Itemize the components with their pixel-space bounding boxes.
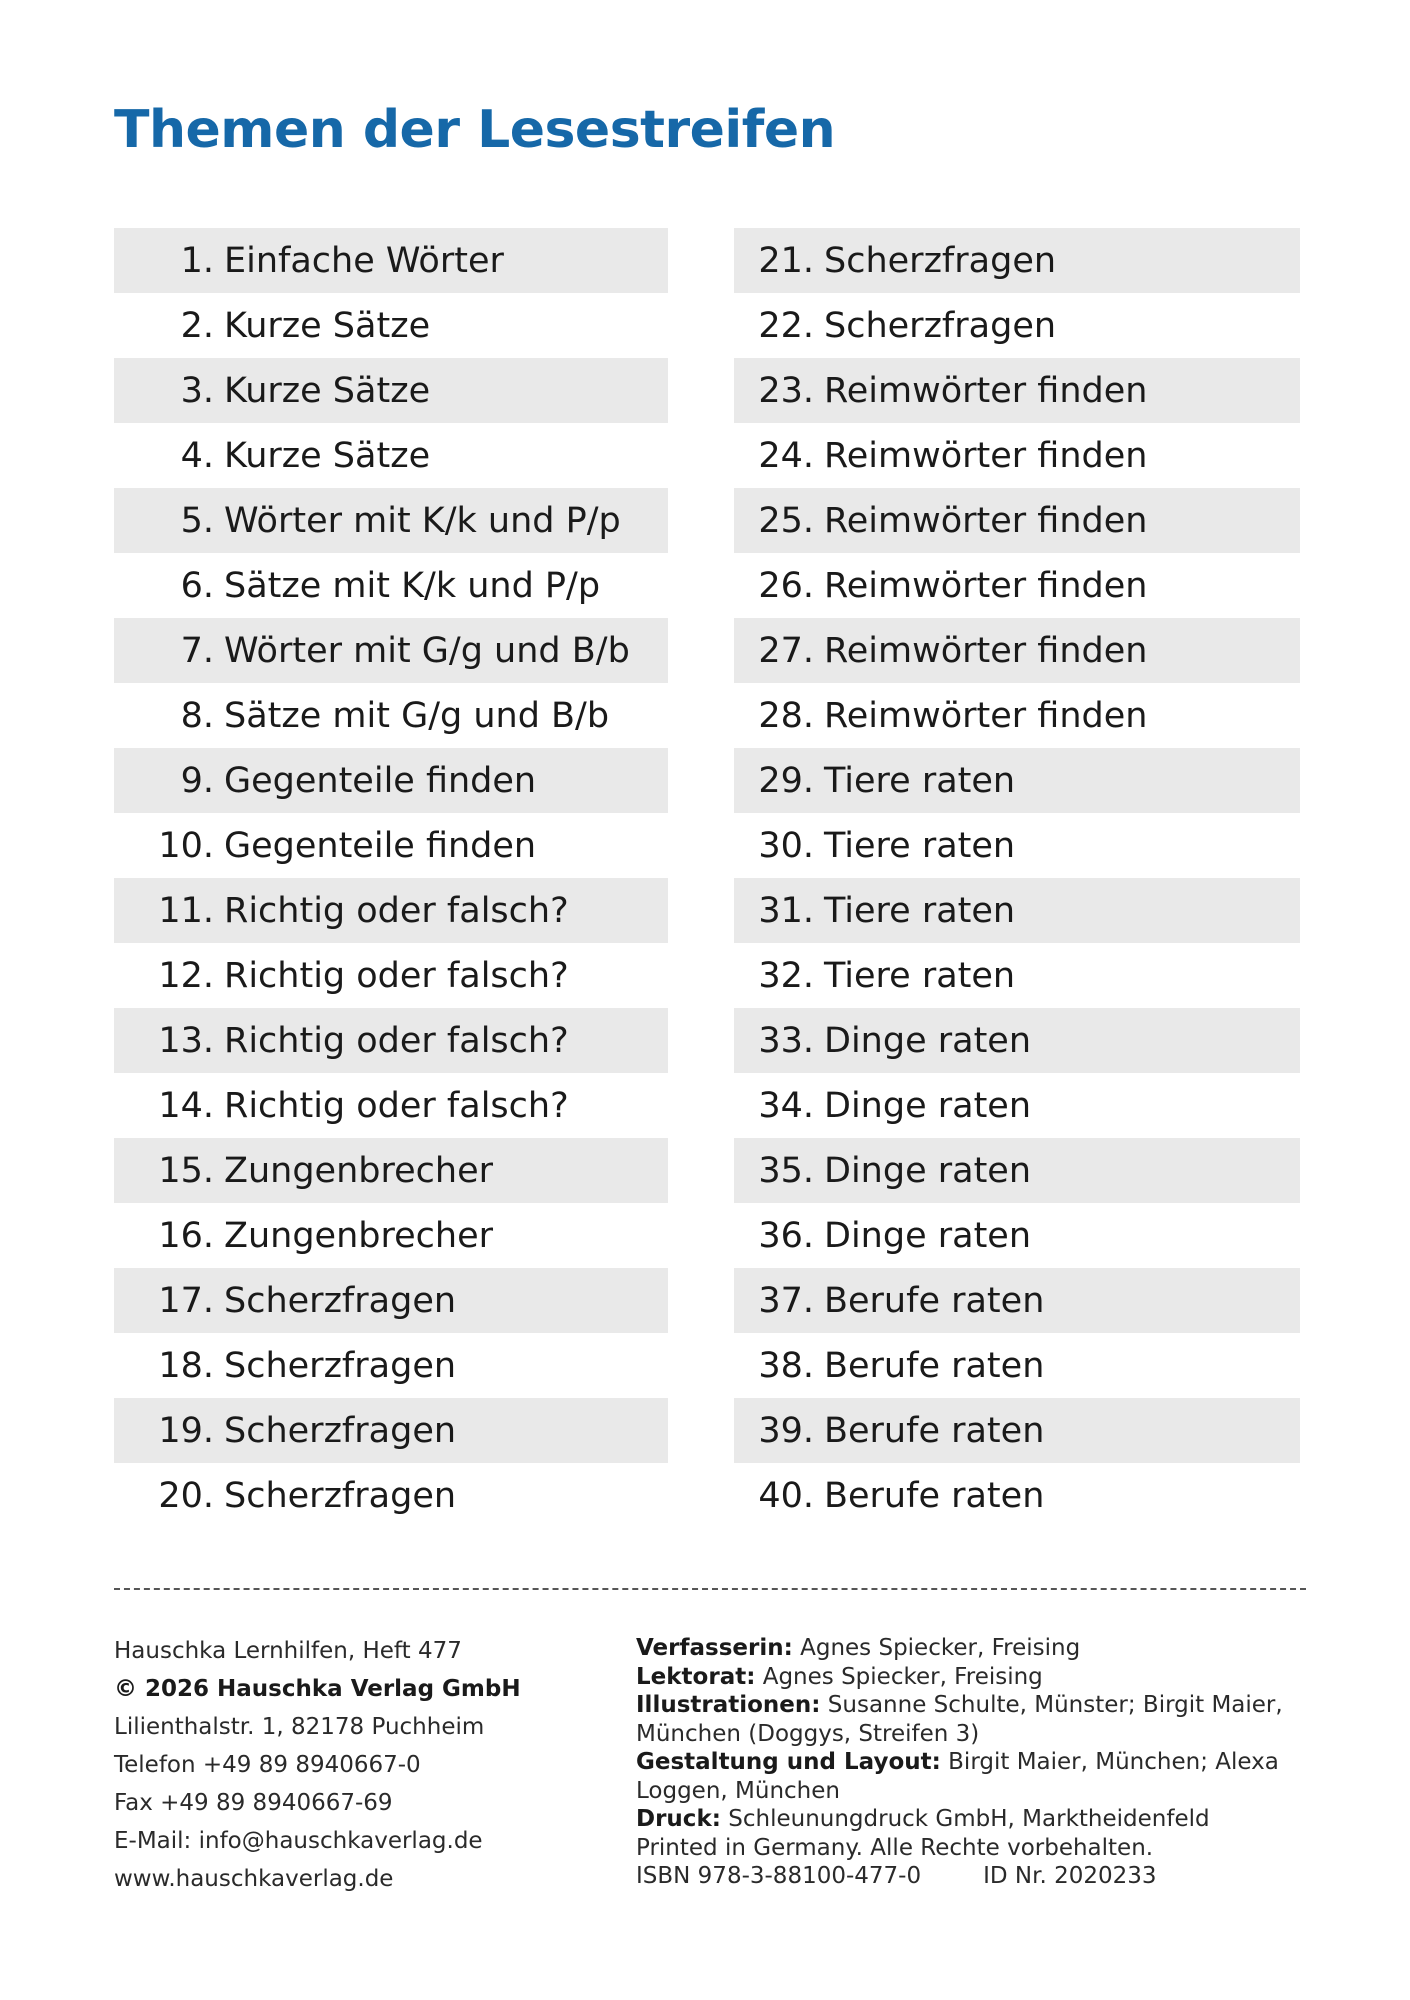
topic-label: Reimwörter finden xyxy=(824,695,1148,736)
topic-label: Tiere raten xyxy=(824,825,1016,866)
topic-label: Scherzfragen xyxy=(224,1345,457,1386)
topic-row xyxy=(114,618,668,683)
topic-label: Kurze Sätze xyxy=(224,370,431,411)
topic-number: 17. xyxy=(158,1280,214,1321)
topic-number: 26. xyxy=(758,565,814,606)
topic-number: 22. xyxy=(758,305,814,346)
topic-label: Sätze mit K/k und P/p xyxy=(224,565,601,606)
topic-number: 38. xyxy=(758,1345,814,1386)
topic-row xyxy=(734,553,1300,618)
topic-label: Richtig oder falsch? xyxy=(224,1020,569,1061)
credit-illustrations-value: Susanne Schulte, Münster; Birgit Maier, München (Doggys, Streifen 3) xyxy=(636,1692,1283,1747)
topic-number: 30. xyxy=(758,825,814,866)
credit-editor-label: Lektorat: xyxy=(636,1663,756,1690)
topic-label: Scherzfragen xyxy=(224,1280,457,1321)
topic-label: Wörter mit K/k und P/p xyxy=(224,500,621,541)
topic-row xyxy=(114,748,668,813)
topic-number: 11. xyxy=(158,890,214,931)
publisher-website: www.hauschkaverlag.de xyxy=(114,1866,394,1892)
topic-number: 37. xyxy=(758,1280,814,1321)
topic-row xyxy=(114,293,668,358)
topic-number: 35. xyxy=(758,1150,814,1191)
topic-label: Scherzfragen xyxy=(224,1475,457,1516)
series-info: Hauschka Lernhilfen, Heft 477 xyxy=(114,1638,462,1664)
credit-editor xyxy=(636,1663,1316,1692)
topic-label: Berufe raten xyxy=(824,1345,1045,1386)
topic-number: 19. xyxy=(158,1410,214,1451)
topic-row xyxy=(734,293,1300,358)
topic-number: 33. xyxy=(758,1020,814,1061)
publisher-email: E-Mail: info@hauschkaverlag.de xyxy=(114,1828,483,1854)
id-number: ID Nr. 2020233 xyxy=(983,1863,1157,1889)
topic-number: 32. xyxy=(758,955,814,996)
topic-row xyxy=(734,683,1300,748)
topic-row xyxy=(734,813,1300,878)
topic-label: Reimwörter finden xyxy=(824,565,1148,606)
credit-editor-value: Agnes Spiecker, Freising xyxy=(762,1663,1043,1690)
topic-number: 40. xyxy=(758,1475,814,1516)
topic-number: 36. xyxy=(758,1215,814,1256)
topic-row xyxy=(734,878,1300,943)
topic-number: 15. xyxy=(158,1150,214,1191)
topic-number: 34. xyxy=(758,1085,814,1126)
topic-row xyxy=(114,358,668,423)
topic-row xyxy=(114,1463,668,1528)
credit-design xyxy=(636,1748,1316,1805)
topic-number: 16. xyxy=(158,1215,214,1256)
topic-label: Dinge raten xyxy=(824,1150,1032,1191)
publisher-imprint xyxy=(114,1632,614,1898)
credit-print xyxy=(636,1805,1316,1834)
topic-label: Kurze Sätze xyxy=(224,305,431,346)
topic-row xyxy=(114,1398,668,1463)
publisher-phone: Telefon +49 89 8940667-0 xyxy=(114,1752,421,1778)
topic-number: 28. xyxy=(758,695,814,736)
topic-label: Richtig oder falsch? xyxy=(224,1085,569,1126)
topic-number: 12. xyxy=(158,955,214,996)
topic-number: 20. xyxy=(158,1475,214,1516)
credit-author-label: Verfasserin: xyxy=(636,1635,793,1661)
topic-row xyxy=(114,1203,668,1268)
topic-label: Dinge raten xyxy=(824,1085,1032,1126)
topic-number: 10. xyxy=(158,825,214,866)
topic-number: 7. xyxy=(180,630,214,671)
topic-number: 24. xyxy=(758,435,814,476)
credit-print-value: Schleunungdruck GmbH, Marktheidenfeld xyxy=(728,1806,1210,1832)
topic-label: Berufe raten xyxy=(824,1280,1045,1321)
topic-label: Einfache Wörter xyxy=(224,240,504,281)
credit-design-label: Gestaltung und Layout: xyxy=(636,1749,941,1775)
topic-number: 6. xyxy=(180,565,214,606)
topic-number: 1. xyxy=(180,240,214,281)
topic-row xyxy=(114,488,668,553)
topic-label: Zungenbrecher xyxy=(224,1150,493,1191)
topic-label: Tiere raten xyxy=(824,760,1016,801)
topic-number: 5. xyxy=(180,500,214,541)
topic-number: 21. xyxy=(758,240,814,281)
credit-illustrations xyxy=(636,1691,1316,1748)
topic-label: Kurze Sätze xyxy=(224,435,431,476)
topic-row xyxy=(734,358,1300,423)
topic-row xyxy=(114,878,668,943)
topic-number: 3. xyxy=(180,370,214,411)
topic-label: Reimwörter finden xyxy=(824,500,1148,541)
credits-block xyxy=(636,1634,1316,1891)
topic-number: 13. xyxy=(158,1020,214,1061)
topic-number: 18. xyxy=(158,1345,214,1386)
cut-line-divider xyxy=(114,1588,1306,1590)
topic-number: 25. xyxy=(758,500,814,541)
topic-label: Tiere raten xyxy=(824,955,1016,996)
topic-row xyxy=(114,423,668,488)
topic-number: 27. xyxy=(758,630,814,671)
topic-label: Reimwörter finden xyxy=(824,630,1148,671)
topic-number: 14. xyxy=(158,1085,214,1126)
topic-row xyxy=(114,1333,668,1398)
topic-row xyxy=(114,1138,668,1203)
topic-row xyxy=(734,943,1300,1008)
topic-label: Reimwörter finden xyxy=(824,435,1148,476)
topic-number: 29. xyxy=(758,760,814,801)
topic-label: Gegenteile finden xyxy=(224,760,537,801)
topic-row xyxy=(734,488,1300,553)
topic-label: Berufe raten xyxy=(824,1475,1045,1516)
credit-design-value: Birgit Maier, München; Alexa Loggen, München xyxy=(636,1749,1279,1804)
topic-label: Scherzfragen xyxy=(824,305,1057,346)
topic-row xyxy=(734,1073,1300,1138)
copyright-notice: © 2026 Hauschka Verlag GmbH xyxy=(114,1676,521,1702)
topic-row xyxy=(114,1073,668,1138)
publisher-address: Lilienthalstr. 1, 82178 Puchheim xyxy=(114,1714,485,1740)
topic-label: Reimwörter finden xyxy=(824,370,1148,411)
topic-row xyxy=(114,943,668,1008)
topic-label: Richtig oder falsch? xyxy=(224,890,569,931)
topic-label: Richtig oder falsch? xyxy=(224,955,569,996)
topic-number: 2. xyxy=(180,305,214,346)
topic-row xyxy=(734,228,1300,293)
topic-label: Zungenbrecher xyxy=(224,1215,493,1256)
topic-row xyxy=(114,228,668,293)
topic-row xyxy=(114,1008,668,1073)
isbn-line xyxy=(636,1862,1316,1891)
topics-list-right xyxy=(734,228,1300,1528)
topic-number: 8. xyxy=(180,695,214,736)
credit-author-value: Agnes Spiecker, Freising xyxy=(800,1635,1081,1661)
topic-row xyxy=(114,1268,668,1333)
publisher-fax: Fax +49 89 8940667-69 xyxy=(114,1790,393,1816)
topic-label: Dinge raten xyxy=(824,1020,1032,1061)
topic-label: Dinge raten xyxy=(824,1215,1032,1256)
rights-notice: Printed in Germany. Alle Rechte vorbehalten. xyxy=(636,1834,1154,1861)
topic-row xyxy=(114,553,668,618)
topic-row xyxy=(734,1333,1300,1398)
topic-number: 23. xyxy=(758,370,814,411)
page-title: Themen der Lesestreifen xyxy=(114,100,836,160)
topic-number: 31. xyxy=(758,890,814,931)
topic-row xyxy=(114,683,668,748)
topic-label: Tiere raten xyxy=(824,890,1016,931)
credit-illustrations-label: Illustrationen: xyxy=(636,1692,821,1718)
topic-row xyxy=(734,748,1300,813)
topic-number: 9. xyxy=(180,760,214,801)
topic-label: Sätze mit G/g und B/b xyxy=(224,695,610,736)
topic-row xyxy=(734,1268,1300,1333)
topic-label: Scherzfragen xyxy=(224,1410,457,1451)
credit-author xyxy=(636,1634,1316,1663)
topic-row xyxy=(734,618,1300,683)
topic-row xyxy=(734,1008,1300,1073)
topic-row xyxy=(734,423,1300,488)
topic-row xyxy=(114,813,668,878)
isbn: ISBN 978-3-88100-477-0 xyxy=(636,1863,922,1889)
topic-number: 4. xyxy=(180,435,214,476)
topic-row xyxy=(734,1138,1300,1203)
topic-label: Scherzfragen xyxy=(824,240,1057,281)
credit-print-label: Druck: xyxy=(636,1806,721,1832)
topic-row xyxy=(734,1463,1300,1528)
topic-row xyxy=(734,1203,1300,1268)
topic-number: 39. xyxy=(758,1410,814,1451)
topic-row xyxy=(734,1398,1300,1463)
topic-label: Wörter mit G/g und B/b xyxy=(224,630,630,671)
topic-label: Gegenteile finden xyxy=(224,825,537,866)
topic-label: Berufe raten xyxy=(824,1410,1045,1451)
topics-list-left xyxy=(114,228,668,1528)
